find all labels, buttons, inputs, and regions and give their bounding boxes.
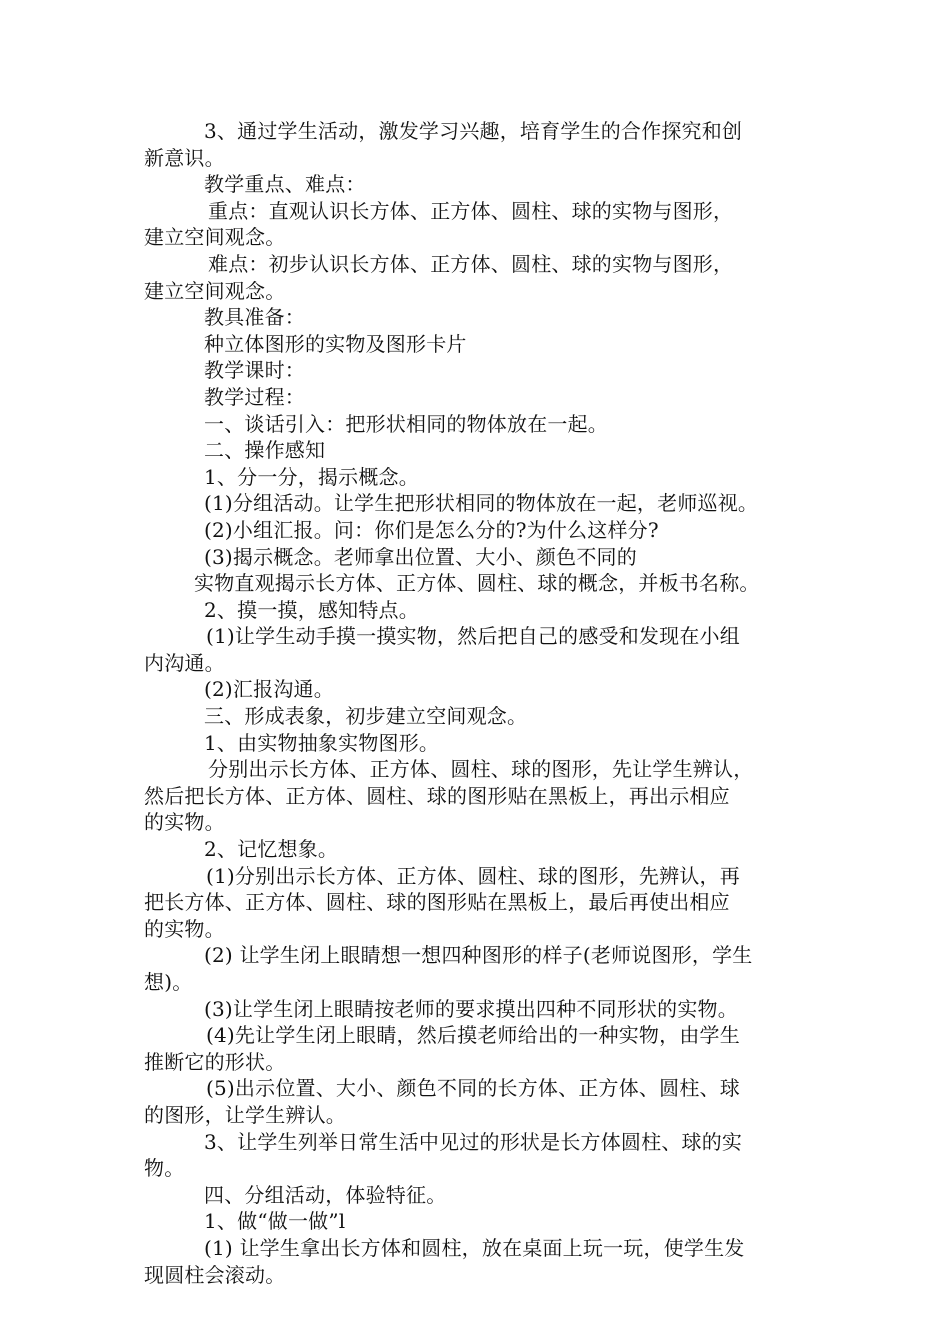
paragraph-line: (5)出示位置、大小、颜色不同的长方体、正方体、圆柱、球 bbox=[206, 1076, 740, 1101]
paragraph-line: (3)让学生闭上眼睛按老师的要求摸出四种不同形状的实物。 bbox=[204, 996, 738, 1021]
paragraph-line: (4)先让学生闭上眼睛，然后摸老师给出的一种实物，由学生 bbox=[206, 1023, 740, 1048]
section-heading: 教学过程： bbox=[204, 384, 305, 409]
paragraph-line: 2、摸一摸，感知特点。 bbox=[204, 597, 419, 622]
paragraph-line: 新意识。 bbox=[144, 145, 225, 170]
paragraph-line: 重点：直观认识长方体、正方体、圆柱、球的实物与图形， bbox=[208, 198, 734, 223]
paragraph-line: 种立体图形的实物及图形卡片 bbox=[204, 331, 467, 356]
section-heading: 教学重点、难点： bbox=[204, 172, 366, 197]
paragraph-line: 建立空间观念。 bbox=[144, 225, 286, 250]
paragraph-line: (1)让学生动手摸一摸实物，然后把自己的感受和发现在小组 bbox=[206, 624, 740, 649]
section-heading: 三、形成表象，初步建立空间观念。 bbox=[204, 704, 528, 729]
paragraph-line: 1、由实物抽象实物图形。 bbox=[204, 730, 440, 755]
section-heading: 一、谈话引入：把形状相同的物体放在一起。 bbox=[204, 411, 608, 436]
paragraph-line: 1、分一分，揭示概念。 bbox=[204, 464, 419, 489]
section-heading: 教学课时： bbox=[204, 358, 305, 383]
paragraph-line: (2)汇报沟通。 bbox=[204, 677, 334, 702]
paragraph-line: (1)分组活动。让学生把形状相同的物体放在一起，老师巡视。 bbox=[204, 491, 759, 516]
section-heading: 四、分组活动，体验特征。 bbox=[204, 1182, 447, 1207]
paragraph-line: 的图形，让学生辨认。 bbox=[144, 1102, 346, 1127]
paragraph-line: 现圆柱会滚动。 bbox=[144, 1262, 286, 1287]
paragraph-line: (2)小组汇报。问：你们是怎么分的?为什么这样分? bbox=[204, 517, 659, 542]
paragraph-line: 难点：初步认识长方体、正方体、圆柱、球的实物与图形， bbox=[208, 251, 734, 276]
document-body bbox=[144, 118, 810, 1288]
paragraph-line: 分别出示长方体、正方体、圆柱、球的图形，先让学生辨认， bbox=[208, 757, 754, 782]
paragraph-line: 把长方体、正方体、圆柱、球的图形贴在黑板上，最后再使出相应 bbox=[144, 890, 730, 915]
paragraph-line: (3)揭示概念。老师拿出位置、大小、颜色不同的 bbox=[204, 544, 637, 569]
paragraph-line: 建立空间观念。 bbox=[144, 278, 286, 303]
paragraph-line: (2) 让学生闭上眼睛想一想四种图形的样子(老师说图形，学生 bbox=[204, 943, 753, 968]
paragraph-line: 的实物。 bbox=[144, 810, 225, 835]
paragraph-line: 内沟通。 bbox=[144, 650, 225, 675]
paragraph-line: 然后把长方体、正方体、圆柱、球的图形贴在黑板上，再出示相应 bbox=[144, 783, 730, 808]
paragraph-line: (1)分别出示长方体、正方体、圆柱、球的图形，先辨认，再 bbox=[206, 863, 740, 888]
section-heading: 二、操作感知 bbox=[204, 438, 326, 463]
paragraph-line: (1) 让学生拿出长方体和圆柱，放在桌面上玩一玩，使学生发 bbox=[204, 1235, 745, 1260]
paragraph-line: 物。 bbox=[144, 1156, 185, 1181]
paragraph-line: 2、记忆想象。 bbox=[204, 837, 339, 862]
paragraph-line: 想)。 bbox=[144, 970, 193, 994]
section-heading: 教具准备： bbox=[204, 305, 305, 330]
paragraph-line: 3、让学生列举日常生活中见过的形状是长方体圆柱、球的实 bbox=[204, 1129, 743, 1154]
paragraph-line: 1、做“做一做”l bbox=[204, 1209, 346, 1234]
paragraph-line: 3、通过学生活动，激发学习兴趣，培育学生的合作探究和创 bbox=[204, 119, 743, 143]
paragraph-line: 推断它的形状。 bbox=[144, 1049, 286, 1074]
paragraph-line: 的实物。 bbox=[144, 916, 225, 941]
paragraph-line: 实物直观揭示长方体、正方体、圆柱、球的概念，并板书名称。 bbox=[194, 571, 760, 596]
